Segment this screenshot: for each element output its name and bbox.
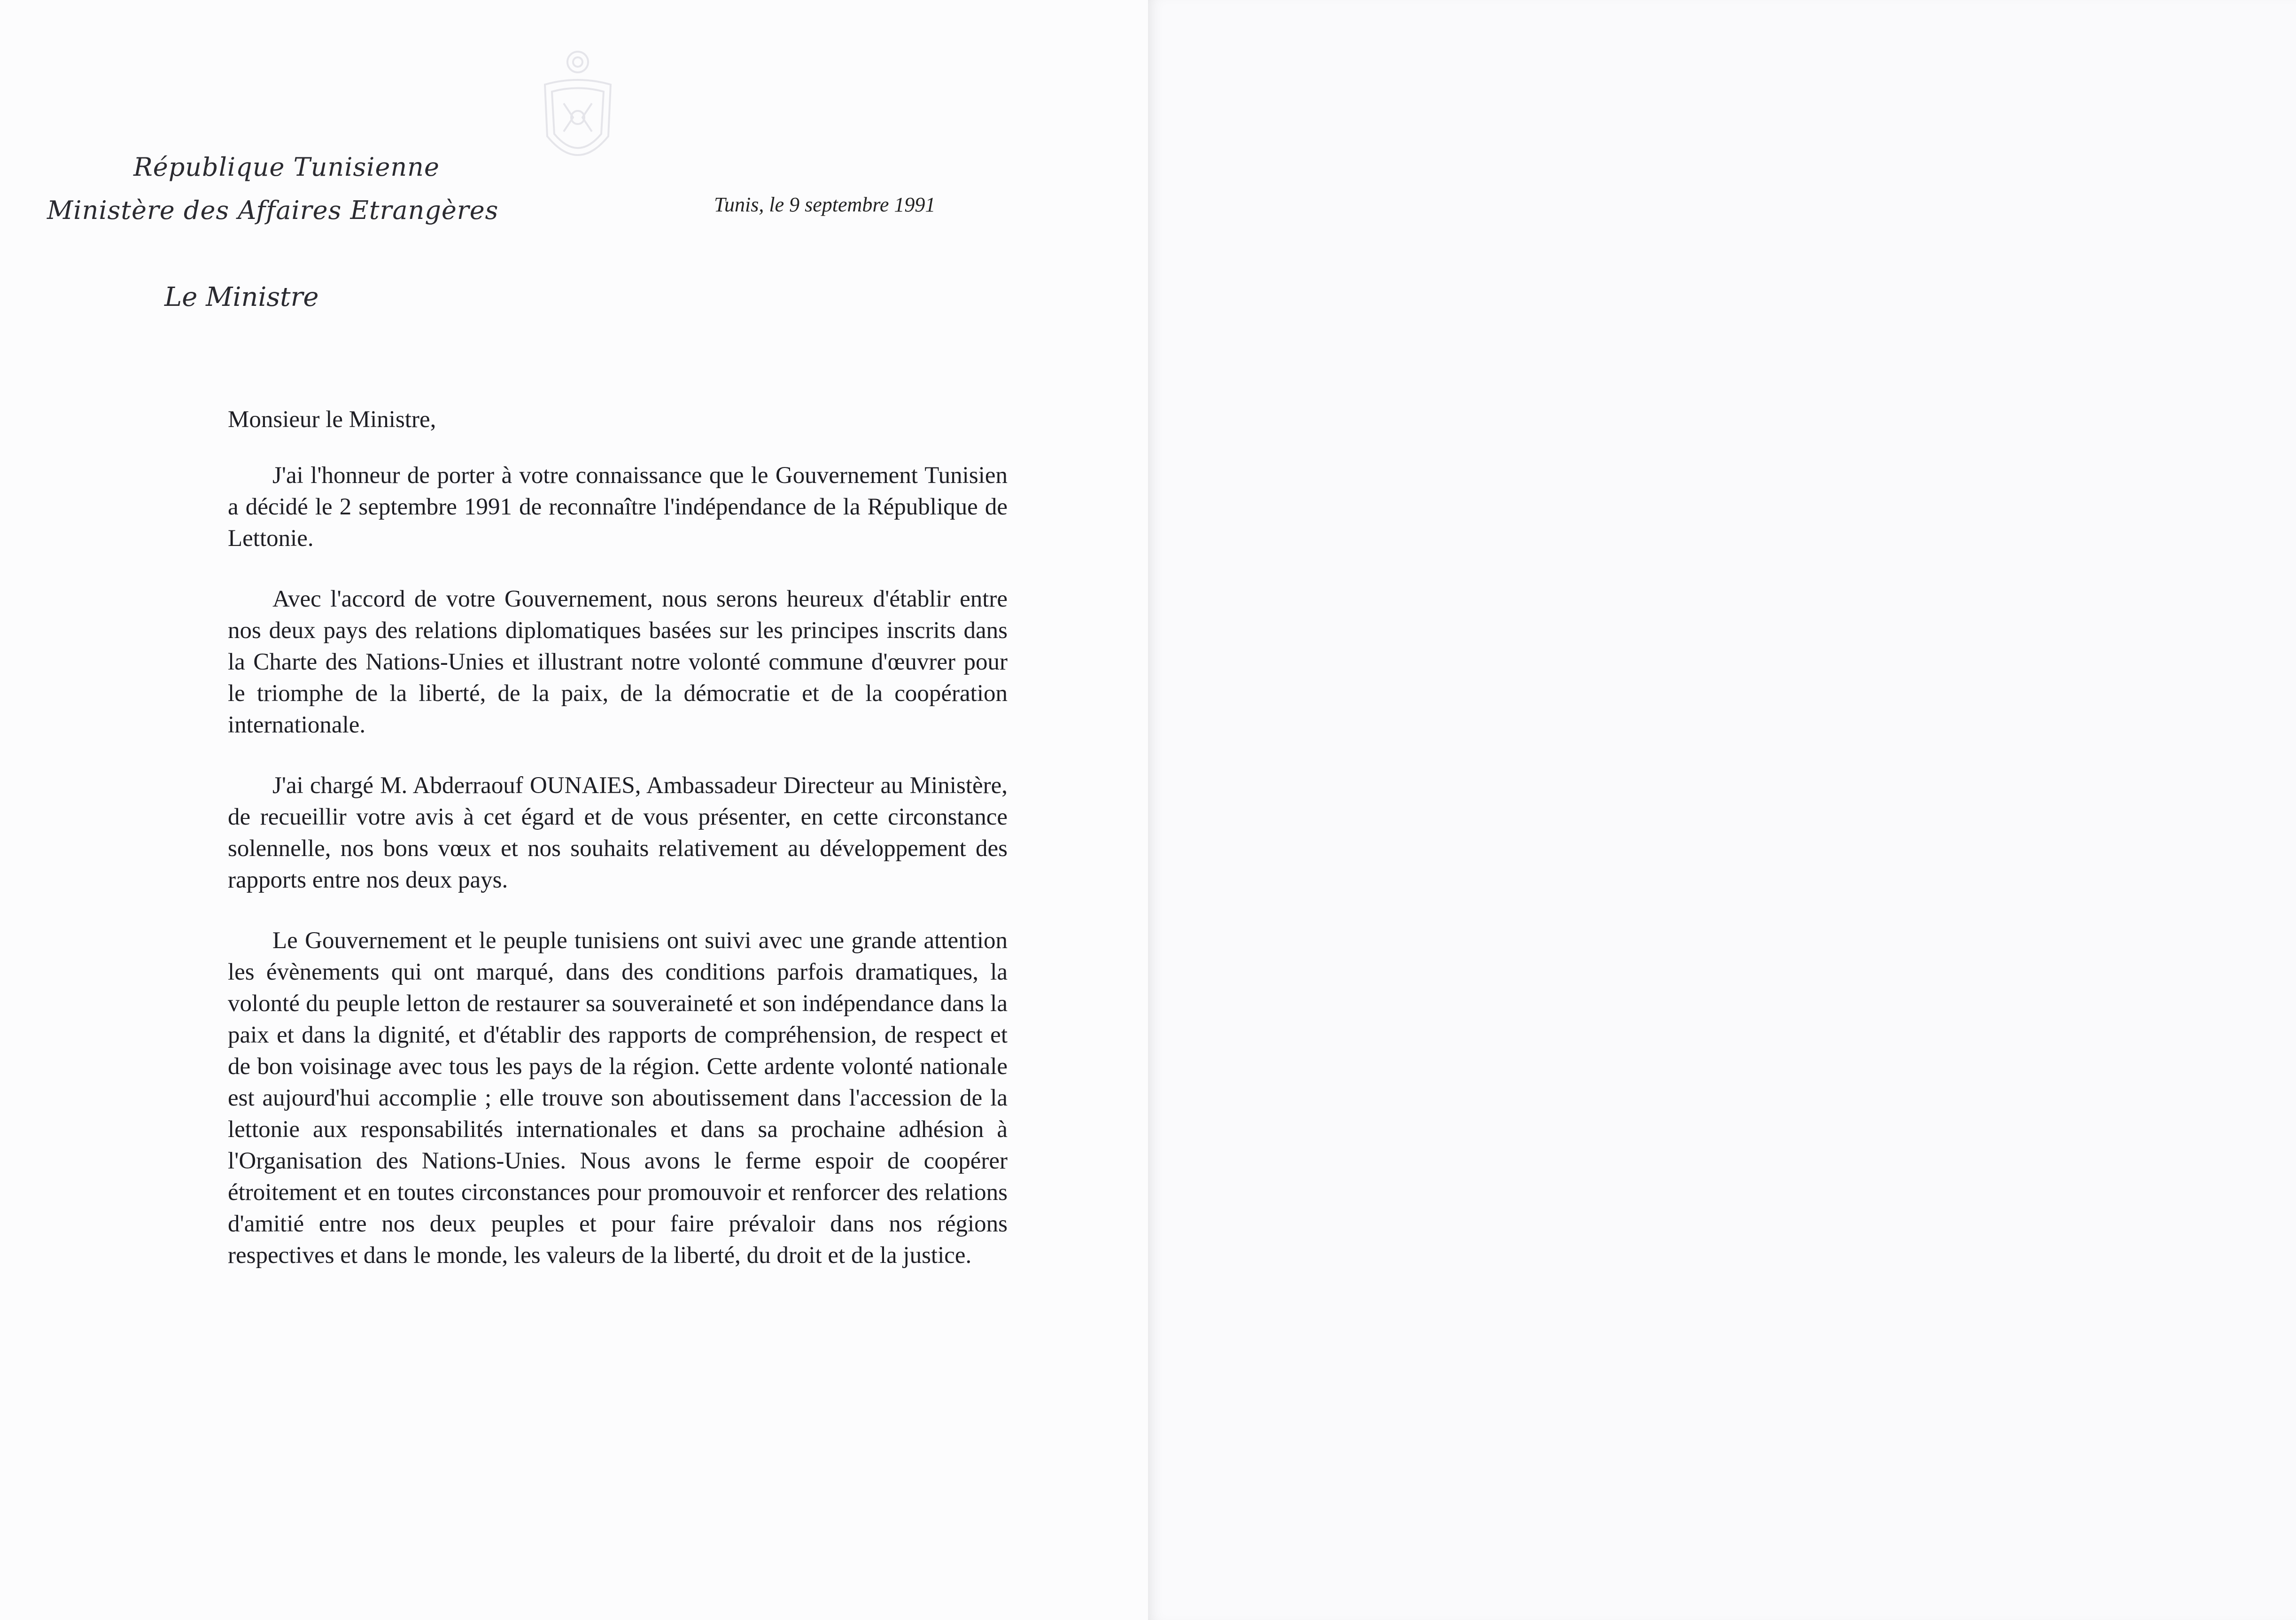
letter-page-2 (1148, 0, 2296, 1620)
body-paragraph: Avec l'accord de votre Gouvernement, nous serons heureux d'établir entre nos deux pays des relations diplomatiques basées sur les principes inscrits dans la Charte des Nations-Unies et illustrant notre volonté commune d'œuvrer pour le triomphe de la liberté, de la paix, de la démocratie et de la coopération internationale. (228, 586, 1008, 738)
embossed-crest-icon (531, 42, 625, 179)
sender-title: Le Ministre (164, 282, 319, 312)
salutation: Monsieur le Ministre, (228, 406, 436, 433)
letterhead-ministry: Ministère des Affaires Etrangères (47, 195, 499, 225)
letterhead (47, 146, 499, 232)
letterhead-country: République Tunisienne (133, 152, 440, 182)
letter-date: Tunis, le 9 septembre 1991 (714, 193, 936, 216)
body-paragraph: J'ai chargé M. Abderraouf OUNAIES, Ambassadeur Directeur au Ministère, de recueillir votre avis à cet égard et de vous présenter, en cette circonstance solennelle, nos bons vœux et nos souhaits relativement au développement des rapports entre nos deux pays. (228, 772, 1008, 893)
letter-body-left (228, 404, 1008, 1301)
body-paragraph: Le Gouvernement et le peuple tunisiens ont suivi avec une grande attention les évènements qui ont marqué, dans des conditions parfois dramatiques, la volonté du peuple letton de restaurer sa souveraineté et son indépendance dans la paix et dans la dignité, et d'établir des rapports de compréhension, de respect et de bon voisinage avec tous les pays de la région. Cette ardente volonté nationale est aujourd'hui accomplie ; elle trouve son aboutissement dans l'accession de la lettonie aux responsabilités internationales et dans sa prochaine adhésion à l'Organisation des Nations-Unies. Nous avons le ferme espoir de coopérer étroitement et en toutes circonstances pour promouvoir et renforcer des relations d'amitié entre nos deux peuples et pour faire prévaloir dans nos régions respectives et dans le monde, les valeurs de la liberté, du droit et de la justice. (228, 927, 1008, 1269)
body-paragraph: J'ai l'honneur de porter à votre connaissance que le Gouvernement Tunisien a décidé le 2 septembre 1991 de reconnaître l'indépendance de la République de Lettonie. (228, 462, 1008, 552)
